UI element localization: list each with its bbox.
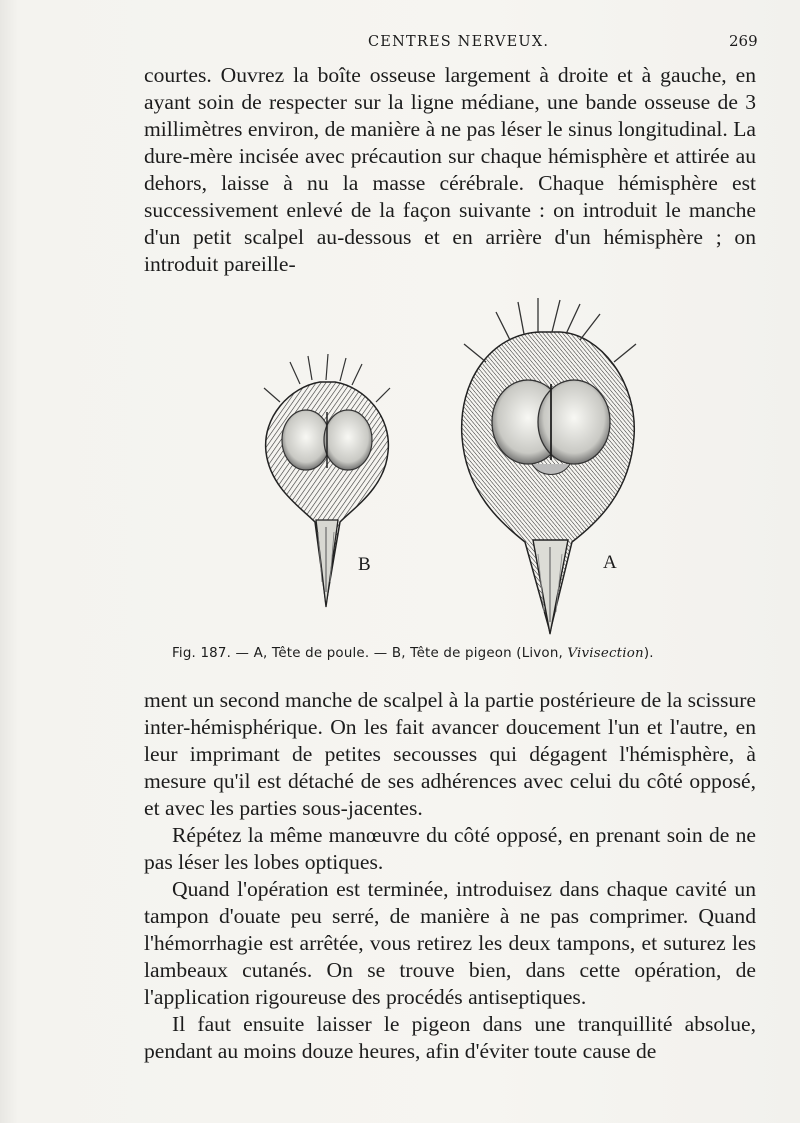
body-text-bottom [144, 687, 756, 1065]
paragraph: Quand l'opération est terminée, introduisez dans chaque cavité un tampon d'ouate peu serré, de manière à ne pas comprimer. Quand l'hémorrhagie est arrêtée, vous retirez les deux tampons, et suturez les lambeaux cutanés. On se trouve bien, dans cette opération, de l'application rigoureuse des procédés antiseptiques. [144, 877, 756, 1009]
page-number: 269 [729, 32, 758, 50]
body-text-top [144, 62, 756, 278]
head-b-pigeon [264, 354, 390, 607]
caption-italic-source: Vivisection [567, 646, 644, 661]
running-title: CENTRES NERVEUX. [368, 34, 550, 50]
paragraph: ment un second manche de scalpel à la partie postérieure de la scissure inter-hémisphérique. On les fait avancer doucement l'un et l'autre, en leur imprimant de petites secousses qui dégagent l'hémisphère, à mesure qu'il est détaché de ses adhérences avec celui du côté opposé, et avec les parties sous-jacentes. [144, 688, 756, 820]
figure-label-a: A [603, 552, 617, 573]
caption-end: ). [643, 646, 654, 661]
head-a-poule [462, 298, 636, 634]
figure-187 [140, 292, 760, 637]
figure-caption [172, 646, 772, 661]
figure-label-b: B [358, 554, 371, 575]
paragraph: Répétez la même manœuvre du côté opposé, en prenant soin de ne pas léser les lobes optiques. [144, 823, 756, 874]
engraving-illustration [140, 292, 760, 637]
running-head [0, 30, 800, 54]
paragraph: courtes. Ouvrez la boîte osseuse largement à droite et à gauche, en ayant soin de respecter sur la ligne médiane, une bande osseuse de 3 millimètres environ, de manière à ne pas léser le sinus longitudinal. La dure-mère incisée avec précaution sur chaque hémisphère et attirée au dehors, laisse à nu la masse cérébrale. Chaque hémisphère est successivement enlevé de la façon suivante : on introduit le manche d'un petit scalpel au-dessous et en arrière d'un hémisphère ; on introduit pareille- [144, 63, 756, 276]
paragraph: Il faut ensuite laisser le pigeon dans une tranquillité absolue, pendant au moins douze heures, afin d'éviter toute cause de [144, 1012, 756, 1063]
caption-text: Fig. 187. — A, Tête de poule. — B, Tête de pigeon (Livon, [172, 646, 568, 661]
